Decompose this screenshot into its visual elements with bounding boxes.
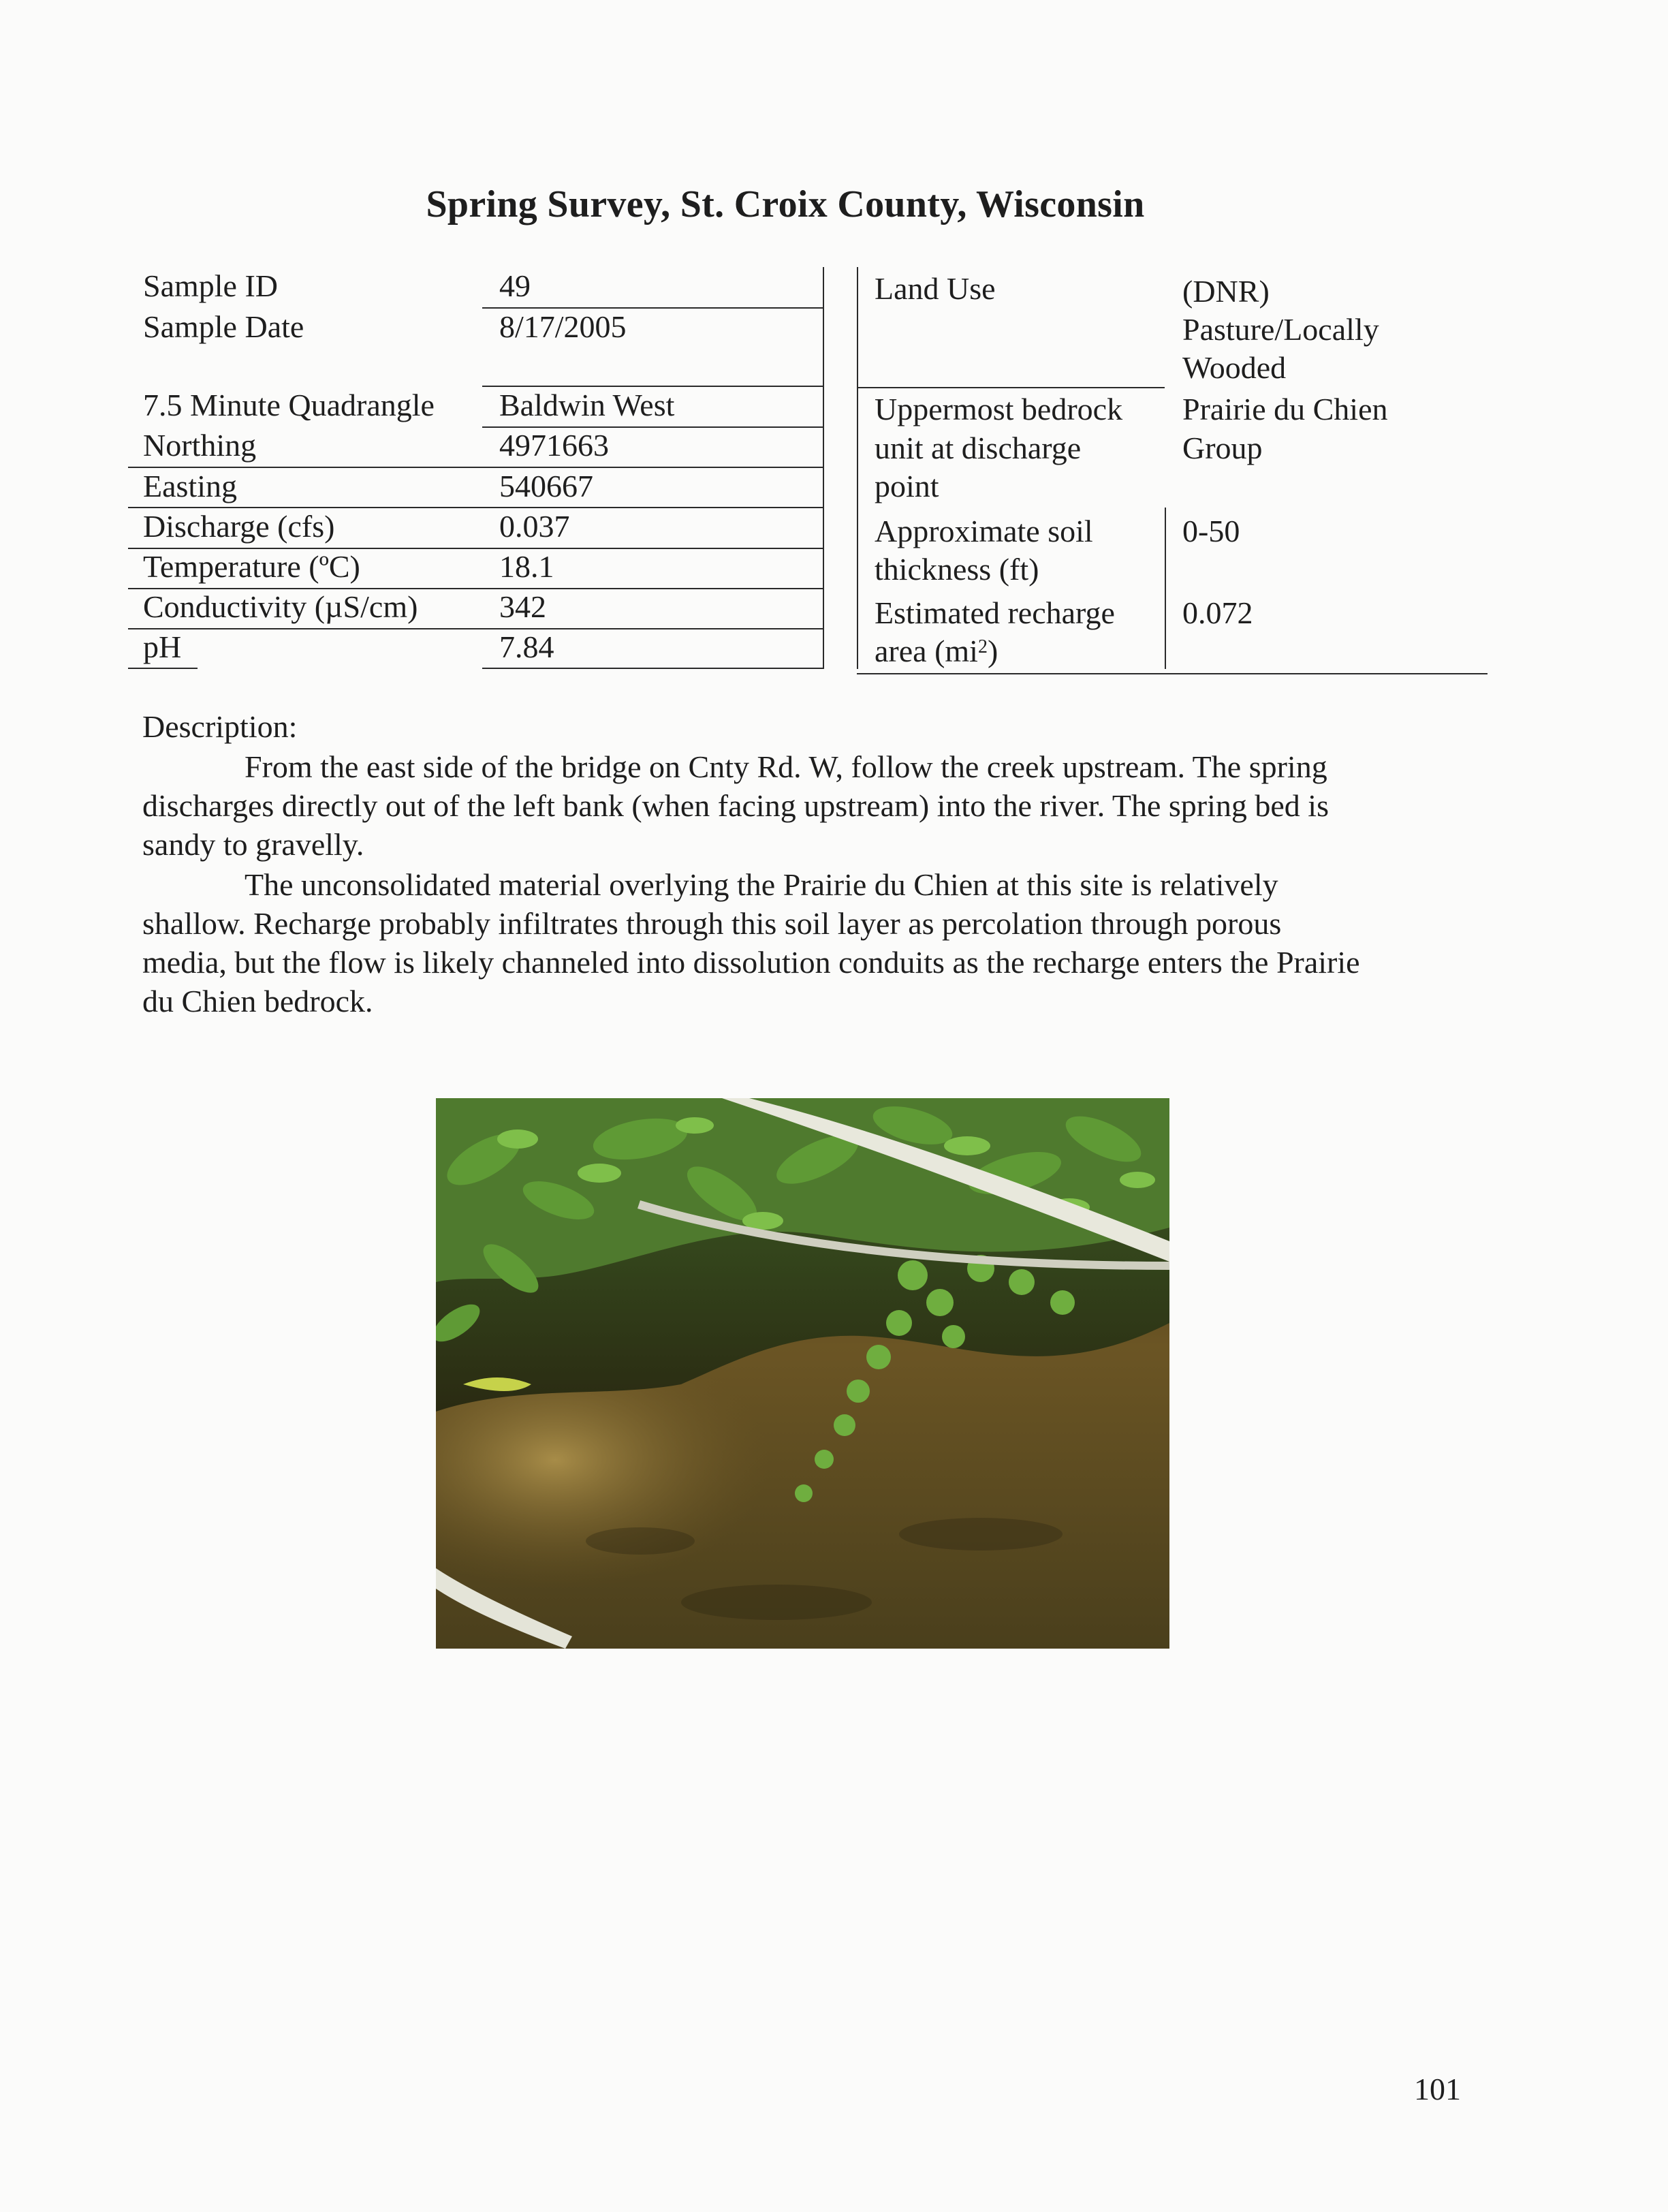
table-divider (857, 267, 858, 669)
quadrangle-label: 7.5 Minute Quadrangle (143, 388, 435, 422)
page-number: 101 (1414, 2072, 1461, 2106)
land-use-value-line1: (DNR) (1182, 274, 1270, 309)
page-title: Spring Survey, St. Croix County, Wisconsin (426, 183, 1145, 225)
sample-id-value: 49 (499, 268, 531, 303)
land-use-value-line3: Wooded (1182, 350, 1287, 385)
conductivity-label: Conductivity (µS/cm) (143, 589, 418, 624)
description-paragraph-1 (142, 747, 1477, 864)
table-divider (1165, 508, 1166, 669)
description-line: du Chien bedrock. (142, 984, 373, 1018)
northing-value: 4971663 (499, 428, 609, 463)
spring-site-photo (436, 1098, 1169, 1649)
table-rule (857, 387, 1165, 388)
description-line: The unconsolidated material overlying the Prairie du Chien at this site is relatively (245, 867, 1278, 902)
easting-value: 540667 (499, 469, 593, 503)
sample-id-label: Sample ID (143, 268, 279, 303)
description-line: shallow. Recharge probably infiltrates through this soil layer as percolation through porous (142, 906, 1282, 941)
recharge-label-line1: Estimated recharge (875, 595, 1115, 630)
table-rule (128, 668, 198, 669)
table-rule (128, 628, 824, 629)
discharge-value: 0.037 (499, 509, 570, 544)
description-line: discharges directly out of the left bank (when facing upstream) into the river. The spring bed is (142, 788, 1329, 823)
temperature-value: 18.1 (499, 549, 554, 584)
bedrock-value-line2: Group (1182, 431, 1263, 465)
land-use-label: Land Use (875, 271, 996, 306)
table-rule (857, 673, 1488, 674)
soil-label-line1: Approximate soil (875, 514, 1093, 548)
bedrock-value-line1: Prairie du Chien (1182, 392, 1388, 426)
bedrock-label-line2: unit at discharge (875, 431, 1082, 465)
easting-label: Easting (143, 469, 237, 503)
bedrock-label-line3: point (875, 469, 939, 503)
recharge-value: 0.072 (1182, 595, 1253, 630)
recharge-label-line2: area $(mi^2)$ (875, 634, 998, 668)
description-paragraph-2 (142, 865, 1477, 1021)
table-divider (823, 267, 824, 669)
bedrock-label-line1: Uppermost bedrock (875, 392, 1123, 426)
description-line: sandy to gravelly. (142, 827, 364, 862)
description-line: From the east side of the bridge on Cnty Rd. W, follow the creek upstream. The spring (245, 749, 1327, 784)
description-label: Description: (142, 709, 298, 744)
sample-date-label: Sample Date (143, 309, 304, 344)
ph-value: 7.84 (499, 629, 554, 664)
soil-label-line2: thickness (ft) (875, 552, 1039, 587)
quadrangle-value: Baldwin West (499, 388, 675, 422)
land-use-value-line2: Pasture/Locally (1182, 312, 1379, 347)
soil-value: 0-50 (1182, 514, 1240, 548)
conductivity-value: 342 (499, 589, 546, 624)
table-rule (482, 668, 824, 669)
discharge-label: Discharge (cfs) (143, 509, 335, 544)
temperature-label: Temperature (ºC) (143, 549, 360, 584)
ph-label: pH (143, 629, 182, 664)
northing-label: Northing (143, 428, 257, 463)
sample-date-value: 8/17/2005 (499, 309, 627, 344)
description-line: media, but the flow is likely channeled into dissolution conduits as the recharge enters the Prairie (142, 945, 1360, 980)
